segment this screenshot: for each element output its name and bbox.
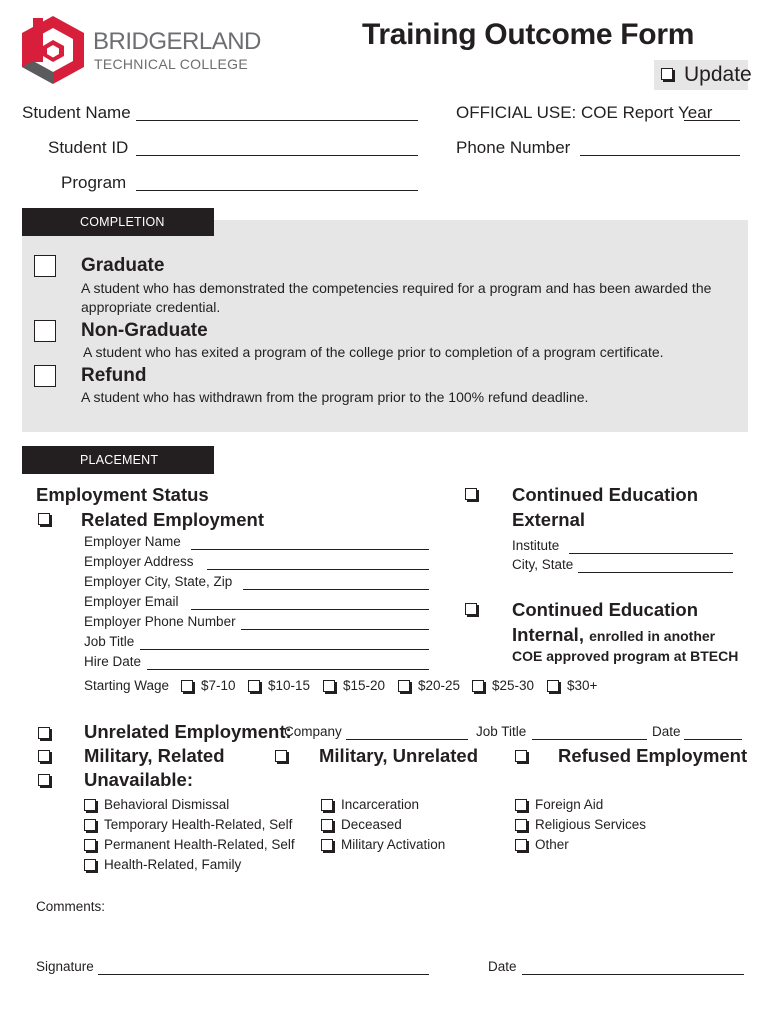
employer-name-label: Employer Name: [84, 534, 181, 549]
ce-internal-title: Continued Education: [512, 599, 699, 620]
ce-external-subtitle: External: [512, 509, 586, 530]
religious-services-checkbox[interactable]: [515, 819, 527, 831]
ce-internal-note: enrolled in another: [589, 628, 716, 644]
unrelated-company-label: Company: [284, 724, 342, 739]
deceased-checkbox[interactable]: [321, 819, 333, 831]
refused-employment-label: Refused Employment: [558, 745, 748, 766]
starting-wage-label: Starting Wage: [84, 678, 170, 693]
military-activation-label: Military Activation: [341, 837, 446, 852]
hire-date-field[interactable]: [147, 669, 429, 670]
related-employment-label: Related Employment: [81, 509, 264, 530]
job-title-field[interactable]: [140, 649, 429, 650]
employer-phone-label: Employer Phone Number: [84, 614, 236, 629]
placement-tab: PLACEMENT: [22, 446, 214, 474]
employer-email-label: Employer Email: [84, 594, 179, 609]
update-label: Update: [684, 63, 752, 86]
unrelated-job-title-label: Job Title: [476, 724, 527, 739]
employer-name-field[interactable]: [191, 549, 429, 550]
unrelated-employment-checkbox[interactable]: [38, 727, 50, 739]
non-graduate-checkbox[interactable]: [34, 320, 56, 342]
logo-subname: TECHNICAL COLLEGE: [94, 56, 248, 72]
incarceration-checkbox[interactable]: [321, 799, 333, 811]
military-activation-checkbox[interactable]: [321, 839, 333, 851]
wage-30-plus-label: $30+: [567, 678, 598, 693]
non-graduate-title: Non-Graduate: [81, 320, 208, 341]
unrelated-date-field[interactable]: [684, 739, 742, 740]
temp-health-self-label: Temporary Health-Related, Self: [104, 817, 293, 832]
related-employment-checkbox[interactable]: [38, 513, 50, 525]
wage-7-10-checkbox[interactable]: [181, 680, 193, 692]
unavailable-label: Unavailable:: [84, 769, 193, 790]
military-unrelated-label: Military, Unrelated: [319, 745, 479, 766]
logo-icon: [18, 14, 88, 86]
graduate-title: Graduate: [81, 255, 165, 276]
graduate-description: A student who has demonstrated the competencies required for a program and has been awarded the appropriate credential.: [81, 280, 712, 315]
signature-label: Signature: [36, 959, 94, 974]
ce-external-title: Continued Education: [512, 484, 699, 505]
religious-services-label: Religious Services: [535, 817, 647, 832]
unavailable-checkbox[interactable]: [38, 774, 50, 786]
program-label: Program: [61, 173, 127, 192]
student-name-field[interactable]: [136, 120, 418, 121]
incarceration-label: Incarceration: [341, 797, 420, 812]
job-title-label: Job Title: [84, 634, 135, 649]
graduate-checkbox[interactable]: [34, 255, 56, 277]
unrelated-employment-label: Unrelated Employment:: [84, 721, 292, 742]
ce-internal-note-2: COE approved program at BTECH: [512, 648, 739, 664]
refund-description: A student who has withdrawn from the program prior to the 100% refund deadline.: [81, 389, 589, 405]
footer-date-field[interactable]: [522, 974, 744, 975]
unrelated-company-field[interactable]: [346, 739, 468, 740]
ce-internal-word: Internal,: [512, 624, 584, 645]
wage-30-plus-checkbox[interactable]: [547, 680, 559, 692]
employer-city-field[interactable]: [243, 589, 429, 590]
city-state-label: City, State: [512, 557, 574, 572]
ce-internal-subtitle: [512, 624, 715, 646]
employer-address-label: Employer Address: [84, 554, 194, 569]
phone-number-field[interactable]: [580, 155, 740, 156]
wage-10-15-label: $10-15: [268, 678, 311, 693]
other-checkbox[interactable]: [515, 839, 527, 851]
signature-field[interactable]: [98, 974, 429, 975]
page-title: Training Outcome Form: [362, 18, 695, 51]
program-field[interactable]: [136, 190, 418, 191]
wage-20-25-checkbox[interactable]: [398, 680, 410, 692]
comments-label: Comments:: [36, 899, 106, 914]
student-id-label: Student ID: [48, 138, 129, 157]
unrelated-job-title-field[interactable]: [532, 739, 647, 740]
official-use-label: OFFICIAL USE: COE Report Year: [456, 103, 713, 122]
wage-20-25-label: $20-25: [418, 678, 461, 693]
employer-phone-field[interactable]: [241, 629, 429, 630]
behavioral-dismissal-label: Behavioral Dismissal: [104, 797, 230, 812]
other-label: Other: [535, 837, 569, 852]
perm-health-self-label: Permanent Health-Related, Self: [104, 837, 295, 852]
institute-field[interactable]: [569, 553, 733, 554]
phone-number-label: Phone Number: [456, 138, 571, 157]
behavioral-dismissal-checkbox[interactable]: [84, 799, 96, 811]
ce-external-checkbox[interactable]: [465, 488, 477, 500]
non-graduate-description: A student who has exited a program of the college prior to completion of a program certificate.: [83, 344, 664, 360]
military-related-checkbox[interactable]: [38, 750, 50, 762]
military-related-label: Military, Related: [84, 745, 225, 766]
employer-address-field[interactable]: [207, 569, 429, 570]
wage-25-30-checkbox[interactable]: [472, 680, 484, 692]
deceased-label: Deceased: [341, 817, 402, 832]
wage-10-15-checkbox[interactable]: [248, 680, 260, 692]
wage-15-20-checkbox[interactable]: [323, 680, 335, 692]
wage-25-30-label: $25-30: [492, 678, 535, 693]
perm-health-self-checkbox[interactable]: [84, 839, 96, 851]
coe-report-year-field[interactable]: [684, 120, 740, 121]
military-unrelated-checkbox[interactable]: [275, 750, 287, 762]
employment-status-heading: Employment Status: [36, 484, 209, 505]
footer-date-label: Date: [488, 959, 517, 974]
temp-health-self-checkbox[interactable]: [84, 819, 96, 831]
completion-tab: COMPLETION: [22, 208, 214, 236]
wage-15-20-label: $15-20: [343, 678, 386, 693]
foreign-aid-checkbox[interactable]: [515, 799, 527, 811]
health-family-checkbox[interactable]: [84, 859, 96, 871]
ce-internal-checkbox[interactable]: [465, 603, 477, 615]
update-checkbox-box[interactable]: [654, 60, 752, 90]
refund-title: Refund: [81, 365, 147, 386]
college-logo: [18, 14, 88, 86]
unrelated-date-label: Date: [652, 724, 681, 739]
foreign-aid-label: Foreign Aid: [535, 797, 604, 812]
employer-city-label: Employer City, State, Zip: [84, 574, 233, 589]
employer-email-field[interactable]: [191, 609, 429, 610]
student-id-field[interactable]: [136, 155, 418, 156]
city-state-field[interactable]: [578, 572, 733, 573]
logo-name: BRIDGERLAND: [93, 28, 261, 55]
student-name-label: Student Name: [22, 103, 131, 122]
update-checkbox[interactable]: [661, 68, 673, 80]
wage-7-10-label: $7-10: [201, 678, 236, 693]
refund-checkbox[interactable]: [34, 365, 56, 387]
hire-date-label: Hire Date: [84, 654, 142, 669]
refused-employment-checkbox[interactable]: [515, 750, 527, 762]
health-family-label: Health-Related, Family: [104, 857, 242, 872]
institute-label: Institute: [512, 538, 560, 553]
